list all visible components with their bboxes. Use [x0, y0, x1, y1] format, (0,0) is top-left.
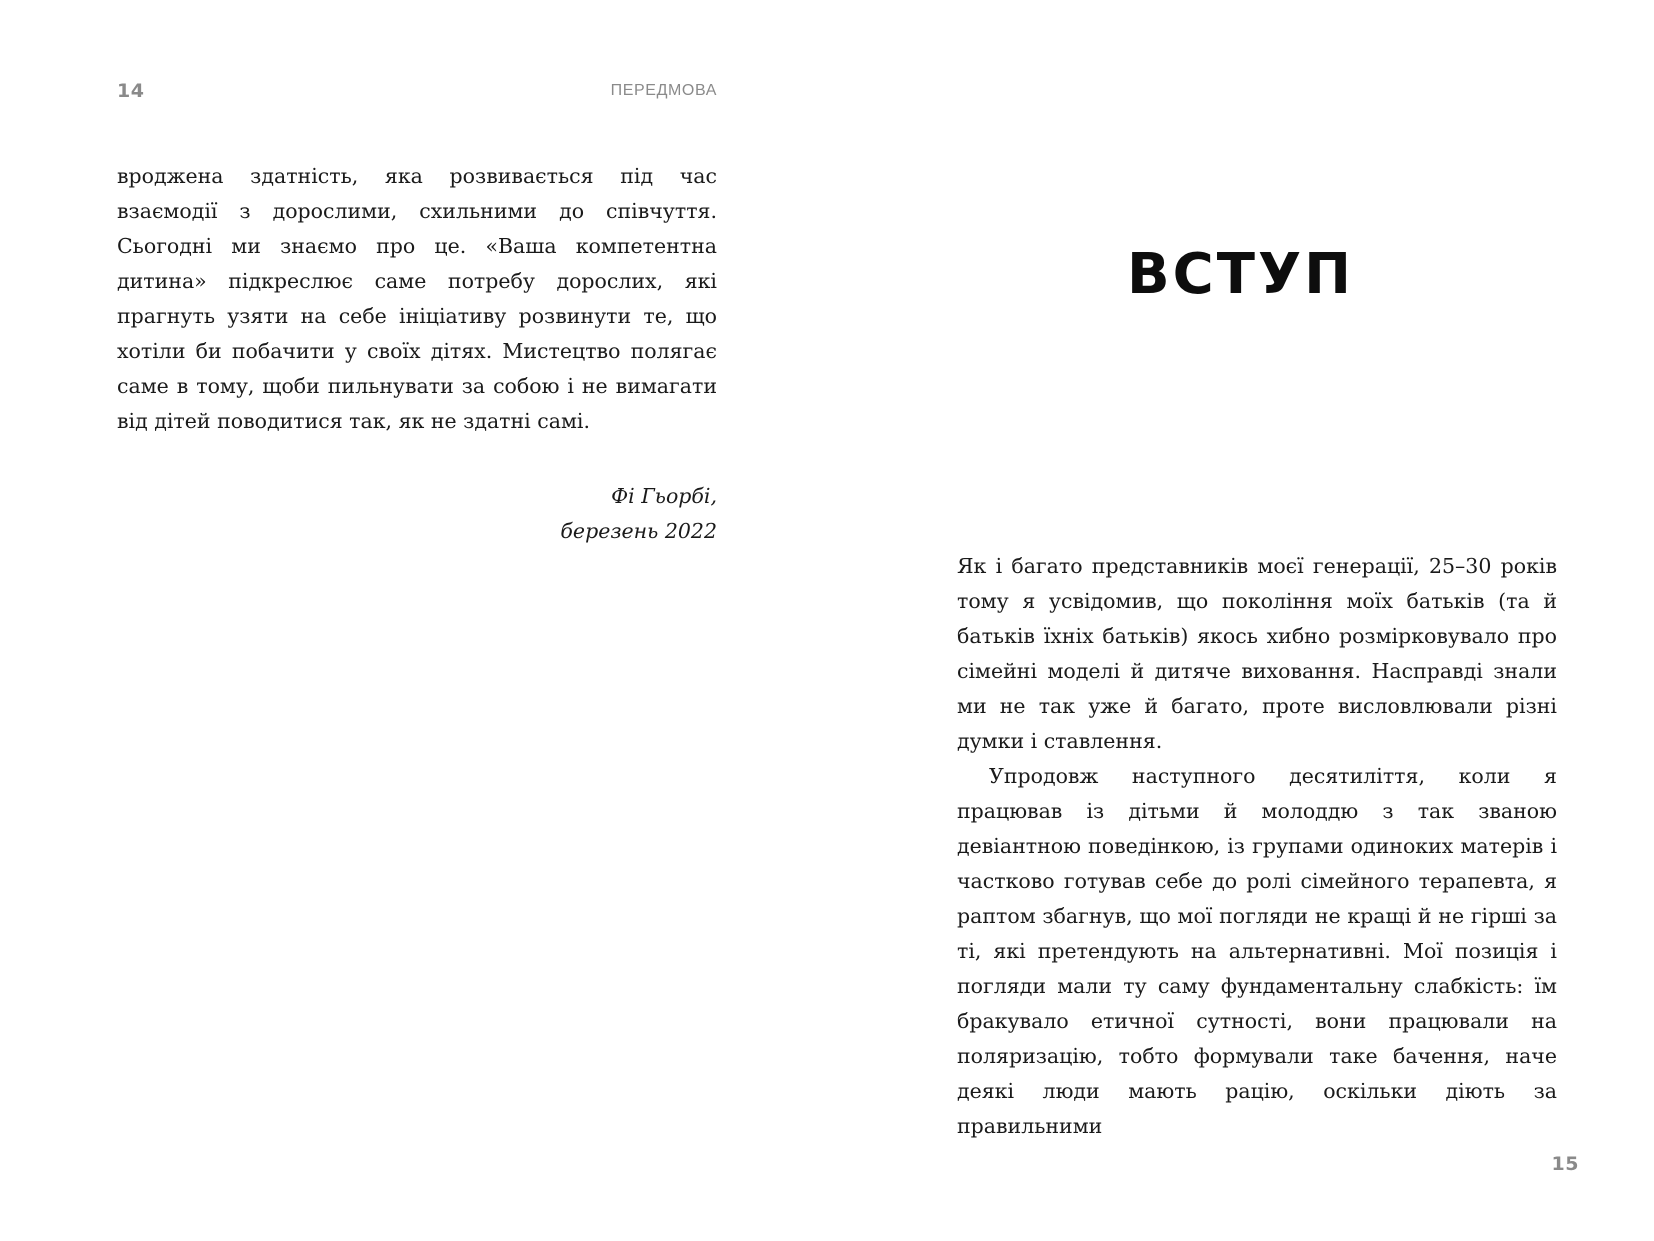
signature-block: [560, 479, 717, 549]
signature-date: березень 2022: [560, 519, 717, 543]
page-number-right: 15: [1551, 1153, 1579, 1175]
intro-paragraph-1: Як і багато представників моєї генерації, 25–30 років тому я усвідомив, що покоління моїх батьків (та й батьків їхніх батьків) якось хибно розмірковувало про сімейні моделі й дитяче виховання. Насправді знали ми не так уже й багато, проте висловлювали різні думки і ставлення.: [957, 554, 1557, 753]
right-page: [827, 0, 1654, 1241]
chapter-title: ВСТУП: [1126, 242, 1355, 307]
introduction-text: [957, 549, 1557, 1144]
signature-name: Фі Гьорбі,: [611, 484, 717, 508]
page-number-left: 14: [117, 80, 145, 102]
foreword-text: [117, 159, 717, 439]
running-head: ПЕРЕДМОВА: [610, 82, 717, 99]
foreword-paragraph: вроджена здатність, яка розвивається під час взаємодії з дорослими, схильними до співчуття. Сьогодні ми знаємо про це. «Ваша компетентна дитина» підкреслює саме потребу дорослих, які прагнуть узяти на себе ініціативу розвинути те, що хотіли би побачити у своїх дітях. Мистецтво полягає саме в тому, щоби пильнувати за собою і не вимагати від дітей поводитися так, як не здатні самі.: [117, 164, 717, 433]
intro-paragraph-2: Упродовж наступного десятиліття, коли я працював із дітьми й молоддю з так званою девіантною поведінкою, із групами одиноких матерів і частково готував себе до ролі сімейного терапевта, я раптом збагнув, що мої погляди не кращі й не гірші за ті, які претендують на альтернативні. Мої позиція і погляди мали ту саму фундаментальну слабкість: їм бракувало етичної сутності, вони працювали на поляризацію, тобто формували таке бачення, наче деякі люди мають рацію, оскільки діють за правильними: [957, 764, 1557, 1138]
